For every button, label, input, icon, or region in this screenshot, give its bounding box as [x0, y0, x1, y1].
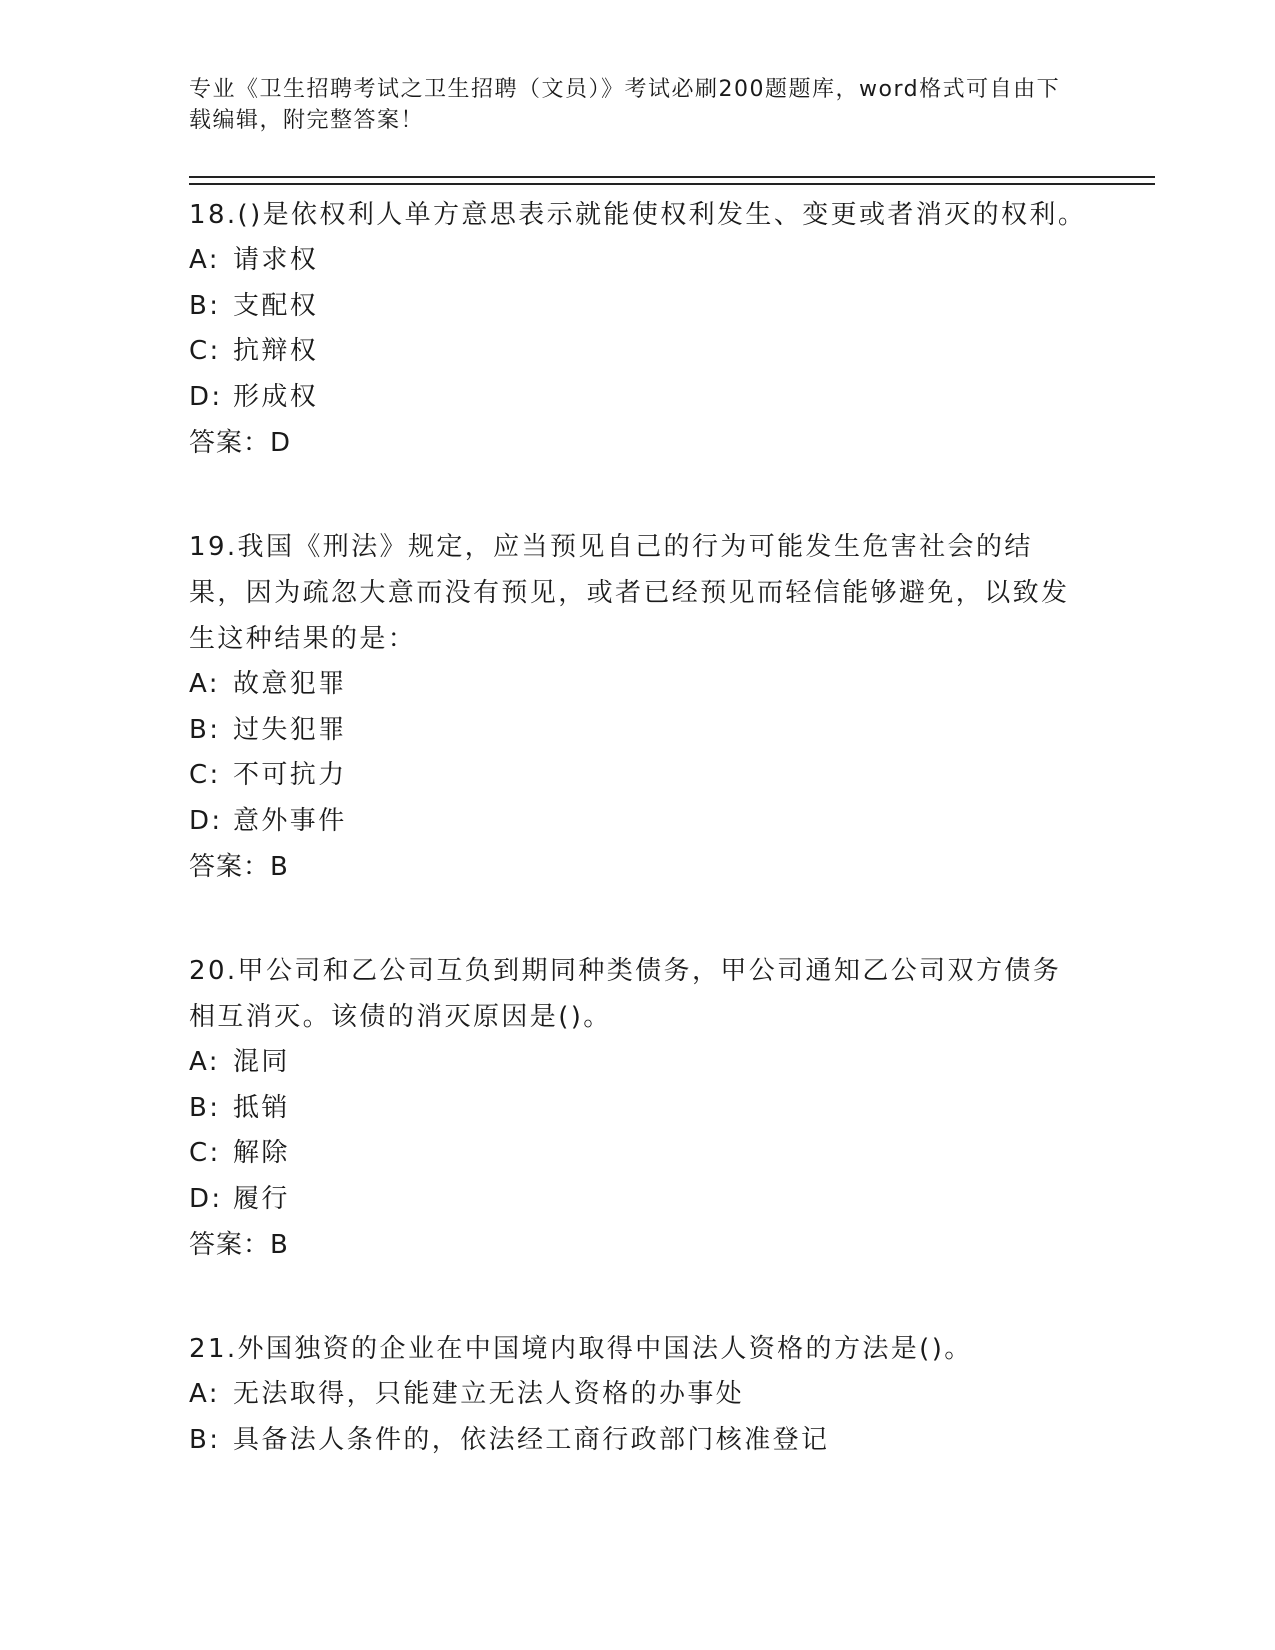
- option-d: [189, 1177, 1089, 1223]
- option-c: [189, 753, 1089, 799]
- option-letter: D:: [189, 381, 223, 412]
- question-19: [189, 524, 1089, 890]
- option-text: 履行: [233, 1183, 290, 1214]
- option-letter: A:: [189, 669, 220, 699]
- answer-line: 答案：D: [189, 428, 292, 458]
- option-text: 故意犯罪: [233, 669, 347, 699]
- question-20: [189, 948, 1089, 1268]
- document-header: 专业《卫生招聘考试之卫生招聘（文员）》考试必刷200题题库，word格式可自由下载编辑，附完整答案！: [189, 77, 1061, 133]
- option-a: [189, 238, 1089, 284]
- option-a: [189, 1372, 1089, 1418]
- option-text: 不可抗力: [233, 760, 347, 790]
- question-stem: 18.()是依权利人单方意思表示就能使权利发生、变更或者消灭的权利。: [189, 200, 1087, 230]
- option-letter: A:: [189, 245, 220, 275]
- header-divider-bottom: [189, 183, 1155, 185]
- option-a: [189, 1040, 1089, 1086]
- option-letter: C:: [189, 760, 221, 790]
- option-text: 形成权: [233, 381, 319, 412]
- option-text: 支配权: [233, 290, 319, 321]
- option-letter: B:: [189, 1424, 221, 1455]
- header-divider-top: [189, 176, 1155, 178]
- question-stem: 19.我国《刑法》规定，应当预见自己的行为可能发生危害社会的结果，因为疏忽大意而没有预见，或者已经预见而轻信能够避免，以致发生这种结果的是：: [189, 532, 1070, 654]
- question-stem: 21.外国独资的企业在中国境内取得中国法人资格的方法是()。: [189, 1334, 973, 1364]
- option-b: [189, 284, 1089, 330]
- option-letter: B:: [189, 1092, 221, 1123]
- option-text: 无法取得，只能建立无法人资格的办事处: [233, 1379, 745, 1409]
- option-letter: A:: [189, 1047, 220, 1077]
- option-text: 过失犯罪: [233, 714, 347, 745]
- question-21: [189, 1326, 1089, 1463]
- option-letter: D:: [189, 805, 223, 836]
- option-d: [189, 375, 1089, 421]
- option-c: [189, 329, 1089, 375]
- option-letter: C:: [189, 336, 221, 366]
- answer-line: 答案：B: [189, 1230, 289, 1260]
- option-text: 具备法人条件的，依法经工商行政部门核准登记: [233, 1424, 830, 1455]
- option-text: 混同: [233, 1047, 290, 1077]
- option-letter: B:: [189, 714, 221, 745]
- question-spacer: [189, 890, 1089, 948]
- option-text: 解除: [233, 1138, 290, 1168]
- option-c: [189, 1131, 1089, 1177]
- question-18: [189, 192, 1089, 466]
- question-spacer: [189, 1268, 1089, 1326]
- option-d: [189, 799, 1089, 845]
- option-letter: C:: [189, 1138, 221, 1168]
- question-spacer: [189, 466, 1089, 524]
- option-a: [189, 662, 1089, 708]
- option-letter: B:: [189, 290, 221, 321]
- option-text: 抗辩权: [233, 336, 319, 366]
- option-text: 意外事件: [233, 805, 347, 836]
- option-b: [189, 1086, 1089, 1132]
- option-b: [189, 1418, 1089, 1464]
- option-text: 抵销: [233, 1092, 290, 1123]
- option-text: 请求权: [233, 245, 319, 275]
- question-stem: 20.甲公司和乙公司互负到期同种类债务，甲公司通知乙公司双方债务相互消灭。该债的消灭原因是()。: [189, 956, 1062, 1032]
- option-letter: A:: [189, 1379, 220, 1409]
- answer-line: 答案：B: [189, 852, 289, 882]
- option-letter: D:: [189, 1183, 223, 1214]
- question-list: [189, 192, 1089, 1463]
- option-b: [189, 708, 1089, 754]
